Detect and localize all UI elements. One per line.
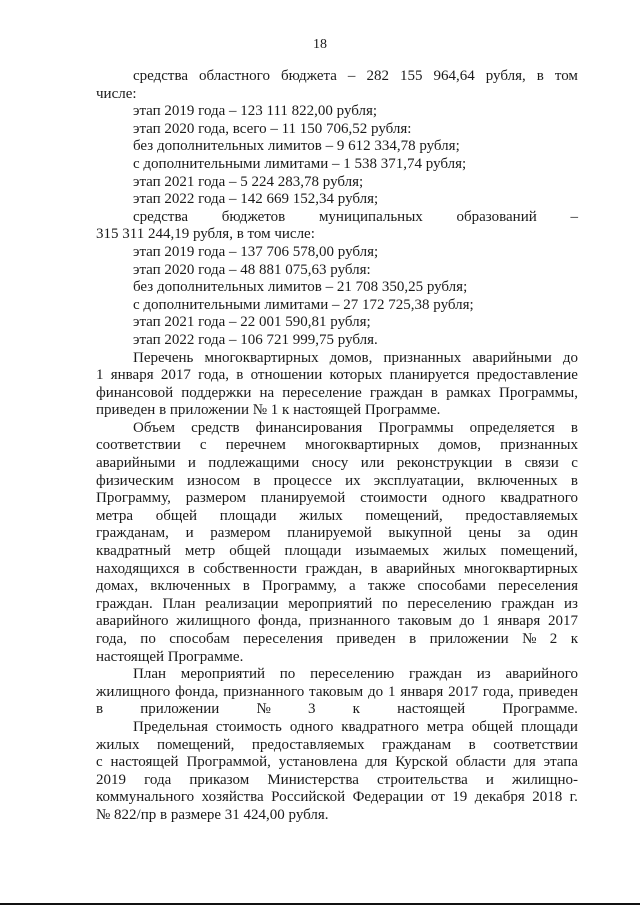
text-line: аварийными и подлежащими сносу или реконструкции в связи с — [96, 455, 578, 472]
text-line: без дополнительных лимитов – 9 612 334,78 рубля; — [133, 138, 460, 155]
text-line: квадратный метр общей площади изымаемых жилых помещений, — [96, 543, 578, 560]
text-line: финансовой поддержки на переселение граждан в рамках Программы, — [96, 384, 578, 401]
text-line: этап 2021 года – 22 001 590,81 рубля; — [133, 314, 371, 331]
text-line: План мероприятий по переселению граждан из аварийного — [133, 666, 578, 683]
document-body — [96, 68, 578, 825]
text-line: этап 2021 года – 5 224 283,78 рубля; — [133, 173, 364, 190]
text-line: аварийного жилищного фонда, признанного таковым до 1 января 2017 — [96, 613, 578, 630]
text-line: в приложении № 3 к настоящей Программе. — [96, 701, 578, 718]
text-line: этап 2019 года – 123 111 822,00 рубля; — [133, 103, 378, 120]
text-line: жилых помещений, предоставляемых гражданам в соответствии — [96, 736, 578, 753]
text-line: Объем средств финансирования Программы определяется в — [133, 419, 578, 436]
scan-edge-line — [0, 903, 640, 905]
text-line: Предельная стоимость одного квадратного метра общей площади — [133, 718, 578, 735]
text-line: приведен в приложении № 1 к настоящей Программе. — [96, 402, 441, 419]
text-line: метра общей площади жилых помещений, предоставляемых — [96, 507, 578, 524]
text-line: с дополнительными лимитами – 1 538 371,74 рубля; — [133, 155, 467, 172]
text-line: этап 2022 года – 106 721 999,75 рубля. — [133, 331, 378, 348]
text-line: этап 2019 года – 137 706 578,00 рубля; — [133, 243, 379, 260]
text-line: гражданам, и размером планируемой выкупной цены за один — [96, 525, 578, 542]
text-line: № 822/пр в размере 31 424,00 рубля. — [96, 806, 329, 823]
text-line: граждан. План реализации мероприятий по переселению граждан из — [96, 595, 578, 612]
text-line: этап 2022 года – 142 669 152,34 рубля; — [133, 191, 379, 208]
text-line: средства бюджетов муниципальных образований – — [133, 208, 578, 225]
text-line: домах, включенных в Программу, а также способами переселения — [96, 578, 578, 595]
text-line: числе: — [96, 85, 137, 102]
text-line: коммунального хозяйства Российской Федерации от 19 декабря 2018 г. — [96, 789, 578, 806]
text-line: без дополнительных лимитов – 21 708 350,25 рубля; — [133, 279, 468, 296]
text-line: жилищного фонда, признанного таковым до 1 января 2017 года, приведен — [96, 683, 578, 700]
text-line: 2019 года приказом Министерства строительства и жилищно- — [96, 771, 578, 788]
text-line: настоящей Программе. — [96, 648, 244, 665]
text-line: средства областного бюджета – 282 155 964,64 рубля, в том — [133, 68, 578, 84]
text-line: этап 2020 года, всего – 11 150 706,52 рубля: — [133, 120, 412, 137]
text-line: Перечень многоквартирных домов, признанных аварийными до — [133, 349, 578, 366]
text-line: с дополнительными лимитами – 27 172 725,38 рубля; — [133, 296, 474, 313]
text-line: этап 2020 года – 48 881 075,63 рубля: — [133, 261, 371, 278]
text-line: Программу, размером планируемой стоимости одного квадратного — [96, 490, 578, 507]
text-line: находящихся в собственности граждан, в аварийных многоквартирных — [96, 560, 578, 577]
page-number: 18 — [313, 37, 327, 52]
text-line: соответствии с перечнем многоквартирных домов, признанных — [96, 437, 578, 454]
text-line: с настоящей Программой, установлена для Курской области для этапа — [96, 754, 578, 771]
text-line: физическим износом в процессе их эксплуатации, включенных в — [96, 472, 578, 489]
text-line: 1 января 2017 года, в отношении которых планируется предоставление — [96, 367, 578, 384]
text-line: года, по способам переселения приведен в приложении № 2 к — [96, 631, 578, 647]
text-line: 315 311 244,19 рубля, в том числе: — [96, 226, 315, 243]
